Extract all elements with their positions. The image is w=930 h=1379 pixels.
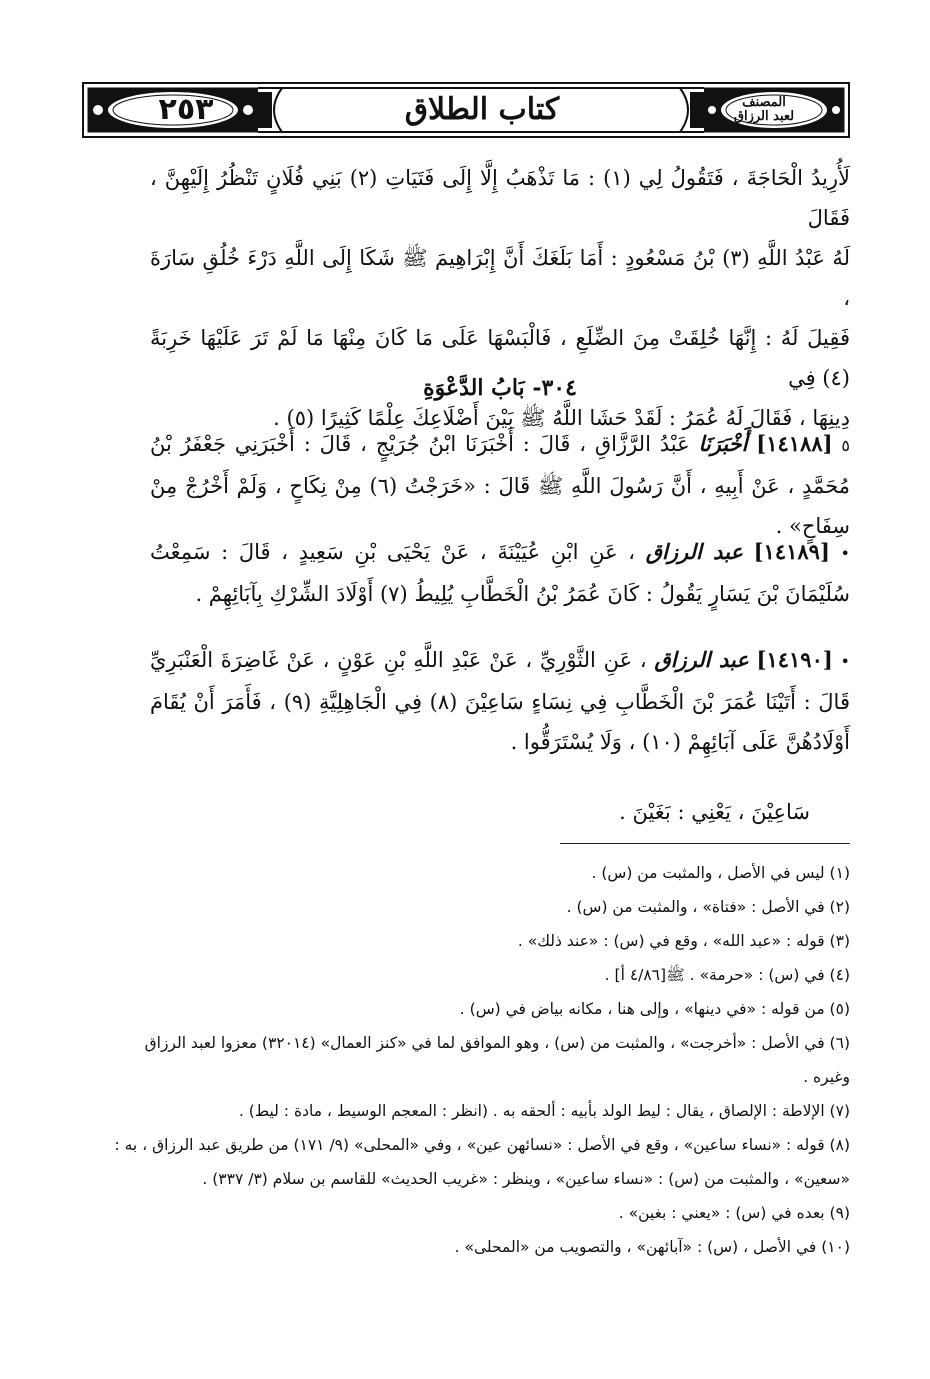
hadith-entry (150, 532, 850, 622)
footnote: (٦) في الأصل : «أخرجت» ، والمثبت من (س) ، وهو الموافق لما في «كنز العمال» (٣٢٠١٤) معزوا لعبد الرزاق وغيره . (144, 1034, 850, 1086)
hadith-entry (150, 424, 850, 538)
hadith-number: [١٤١٩٠] (756, 647, 833, 672)
footnote: (٢) في الأصل : «فتاة» ، والمثبت من (س) . (566, 898, 850, 916)
footnote: (٧) الإلاطة : الإلصاق ، يقال : ليط الولد بأبيه : ألحقه به . (انظر : المعجم الوسيط ، مادة : ليط) . (238, 1102, 850, 1120)
footnote-divider (560, 843, 850, 844)
intro-line: لَهُ عَبْدُ اللَّهِ (٣) بْنُ مَسْعُودٍ : أَمَا بَلَغَكَ أَنَّ إِبْرَاهِيمَ ﷺ شَكَا إِلَى اللَّهِ دَرْءَ خُلُقِ سَارَةَ ، (150, 246, 850, 310)
page-number: ٢٥٣ (158, 92, 214, 127)
intro-line: دِينِهَا ، فَقَالَ لَهُ عُمَرُ : لَقَدْ حَشَا اللَّهُ ﷺ بَيْنَ أَضْلَاعِكَ عِلْمًا كَثِيرًا (٥) . (273, 406, 850, 430)
book-title: كتاب الطلاق (404, 92, 560, 127)
hadith-narrator: عبد الرزاق (654, 647, 749, 672)
hadith-marker: • (840, 544, 850, 563)
hadith-number: [١٤١٨٨] (756, 431, 833, 456)
hadith-entry (150, 640, 850, 770)
intro-line: لَأُرِيدُ الْحَاجَةَ ، فَتَقُولُ لِي (١) : مَا تَذْهَبُ إِلَّا إِلَى فَتَيَاتِ (٢) بَنِي فُلَانٍ تَنْظُرُ إِلَيْهِنَّ ، فَقَالَ (150, 166, 850, 230)
footnotes (110, 856, 850, 1264)
footnote: (٤) في (س) : «حرمة» . ﷺ[٤/٨٦ أ] . (604, 966, 850, 984)
gloss-line: سَاعِيْنَ ، يَعْنِي : بَغَيْنَ . (619, 800, 810, 824)
book-seal (716, 90, 812, 130)
seal-line-1: المصنف (742, 95, 786, 110)
hadith-number: [١٤١٨٩] (753, 539, 830, 564)
footnote: (٣) قوله : «عبد الله» ، وقع في (س) : «عند ذلك» . (517, 932, 850, 950)
seal-line-2: لعبد الرزاق (733, 109, 795, 124)
footnote: (٥) من قوله : «في دينها» ، وإلى هنا ، مكانه بياض في (س) . (459, 1000, 850, 1018)
footnote: (٩) بعده في (س) : «يعني : بغين» . (618, 1204, 850, 1222)
hadith-text: عَبْدُ الرَّزَّاقِ ، قَالَ : أَخْبَرَنَا ابْنُ جُرَيْجٍ ، قَالَ : أَخْبَرَنِي جَعْفَرُ بْنُ مُحَمَّدٍ ، عَنْ أَبِيهِ ، أَنَّ رَسُولَ اللَّهِ ﷺ قَالَ : «خَرَجْتُ (٦) مِنْ نِكَاحٍ ، وَلَمْ أَخْرُجْ مِنْ سِفَاحٍ» . (150, 432, 850, 538)
page-header (82, 82, 850, 138)
intro-line: فَقِيلَ لَهُ : إِنَّهَا خُلِقَتْ مِنَ الضِّلَعِ ، فَالْبَسْهَا عَلَى مَا كَانَ مِنْهَا مَا لَمْ تَرَ عَلَيْهَا خَرِبَةً (٤) فِي (150, 326, 850, 390)
footnote: (٨) قوله : «نساء ساعين» ، وقع في الأصل : «نسائهن عين» ، وفي «المحلى» (٩/ ١٧١) من طريق عبد الرزاق ، به : «سعين» ، والمثبت من (س) : «نساء ساعين» ، وينظر : «غريب الحديث» للقاسم بن سلام (٣/ ٣٣٧) . (114, 1136, 850, 1188)
hadith-text: ، عَنِ الثَّوْرِيِّ ، عَنْ عَبْدِ اللَّهِ بْنِ عَوْنٍ ، عَنْ غَاضِرَةَ الْعَنْبَرِيِّ قَالَ : أَتَيْنَا عُمَرَ بْنَ الْخَطَّابِ فِي نِسَاءٍ سَاعِيْنَ (٨) فِي الْجَاهِلِيَّةِ (٩) ، فَأَمَرَ أَنْ يُقَامَ أَوْلَادُهُنَّ عَلَى آبَائِهِمْ (١٠) ، وَلَا يُسْتَرَقُّوا . (150, 648, 850, 754)
footnote: (١٠) في الأصل ، (س) : «آبائهن» ، والتصويب من «المحلى» . (454, 1238, 850, 1256)
footnote: (١) ليس في الأصل ، والمثبت من (س) . (591, 864, 850, 882)
hadith-text: ، عَنِ ابْنِ عُيَيْنَةَ ، عَنْ يَحْيَى بْنِ سَعِيدٍ ، قَالَ : سَمِعْتُ سُلَيْمَانَ بْنَ يَسَارٍ يَقُولُ : كَانَ عُمَرُ بْنُ الْخَطَّابِ يُلِيطُ (٧) أَوْلَادَ الشِّرْكِ بِآبَائِهِمْ . (150, 540, 850, 606)
hadith-narrator: أَخْبَرَنَا (698, 431, 748, 456)
hadith-narrator: عبد الرزاق (645, 539, 743, 564)
hadith-marker: • (840, 652, 850, 671)
hadith-marker: ٥ (841, 436, 850, 455)
chapter-heading: ٣٠٤- بَابُ الدَّعْوَةِ (423, 375, 577, 401)
